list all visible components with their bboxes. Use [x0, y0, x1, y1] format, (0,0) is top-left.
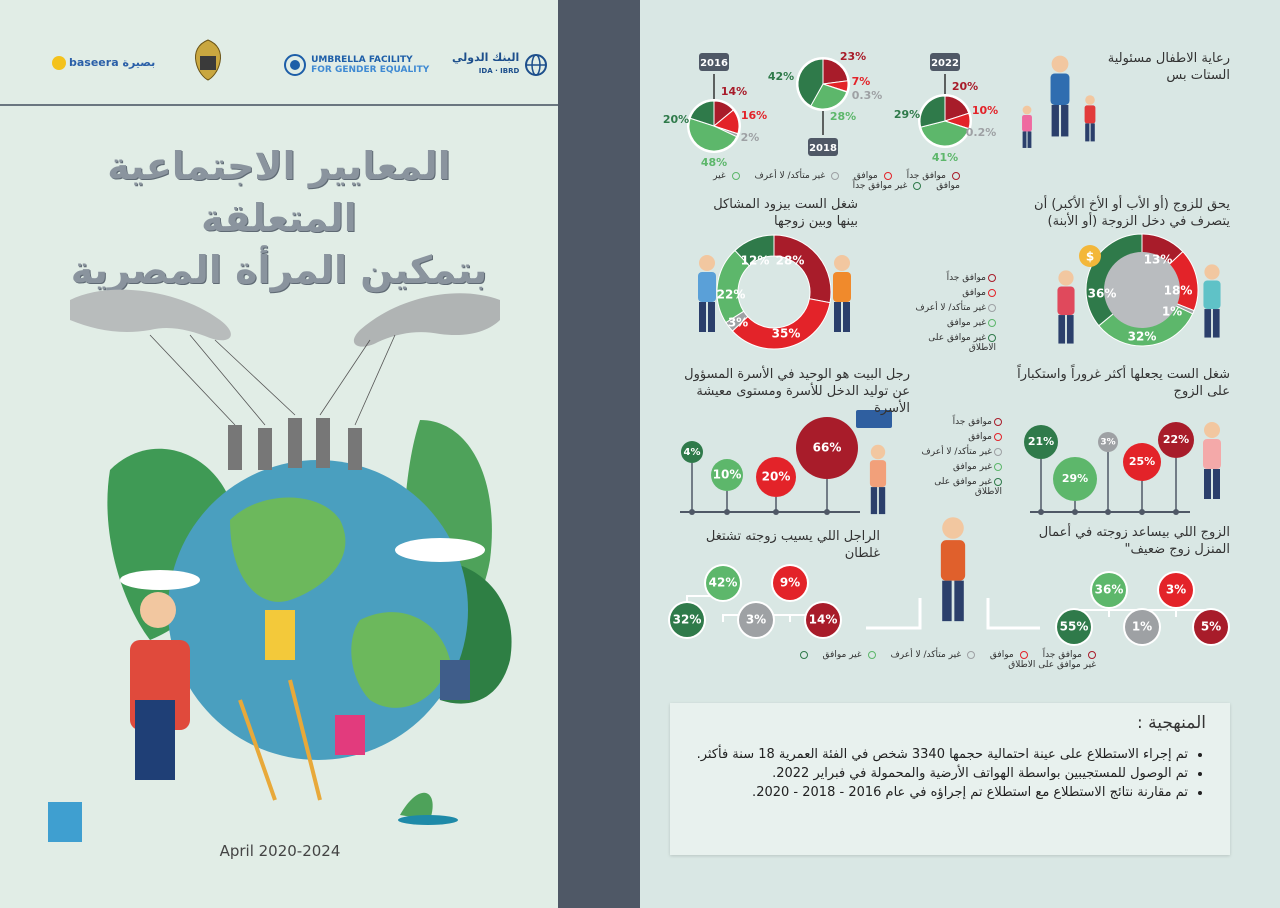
legend-item: موافق — [984, 650, 1028, 660]
person-body — [941, 540, 965, 581]
legend-item: غير موافق — [900, 318, 996, 328]
person-head — [871, 445, 885, 459]
value-label: 36% — [1094, 582, 1124, 597]
value-label: 16% — [740, 109, 768, 122]
methodology-item: • تم إجراء الاستطلاع على عينة احتمالية حجمها 3340 شخص في الفئة العمرية 18 سنة فأكثر. — [678, 745, 1188, 764]
person-leg — [1091, 123, 1095, 141]
value-label: 28% — [829, 110, 857, 123]
legend-item: غير متأكد/ لا أعرف — [748, 171, 839, 181]
person-body — [698, 272, 716, 302]
value-label: 7% — [851, 75, 871, 88]
value-label: 22% — [1162, 433, 1190, 446]
cover-title-line1: المعايير الاجتماعية المتعلقة — [107, 144, 451, 240]
value-label: 14% — [808, 612, 838, 627]
legend-middle — [900, 273, 996, 358]
value-label: 66% — [812, 440, 842, 455]
value-label: 22% — [716, 287, 746, 302]
umbrella-line2: FOR GENDER EQUALITY — [311, 65, 430, 75]
legend-item: غير موافق — [817, 650, 876, 660]
bar-base — [1038, 509, 1044, 515]
value-label: 18% — [1163, 283, 1193, 298]
value-label: 36% — [1087, 286, 1117, 301]
legend-item: غير متأكد/ لا أعرف — [900, 303, 996, 313]
cover-date: April 2020-2024 — [219, 842, 341, 860]
legend-item: موافق جداً — [900, 273, 996, 283]
legend-item: غير موافق — [713, 171, 960, 191]
person-head — [1058, 270, 1073, 285]
bar-base — [824, 509, 830, 515]
value-label: 3% — [745, 612, 767, 627]
legend-item: موافق جداً — [1037, 650, 1096, 660]
person-body — [870, 460, 886, 487]
cover-title-line2: بتمكين المرأة المصرية — [70, 248, 488, 292]
bar-base — [1105, 509, 1111, 515]
title-man-wrong: الراجل اللي يسيب زوجته تشتغل غلطان — [705, 529, 880, 561]
legend-item: موافق — [900, 288, 996, 298]
year-label: 2016 — [700, 58, 728, 69]
center-man-figure-icon — [941, 517, 965, 621]
value-label: 9% — [779, 575, 801, 590]
man-with-money-figure-icon — [870, 445, 886, 514]
person-leg — [1085, 123, 1089, 141]
person-leg — [843, 302, 850, 332]
person-leg — [1204, 469, 1211, 499]
person-head — [942, 517, 964, 539]
person-body — [1203, 439, 1221, 469]
value-label: 42% — [708, 575, 738, 590]
person-leg — [1213, 469, 1220, 499]
legend-item: موافق جداً — [901, 171, 960, 181]
mother-figure-icon — [1051, 56, 1070, 137]
person-leg — [879, 487, 885, 514]
value-label: 41% — [931, 151, 959, 164]
dollar-sign-icon: $ — [1085, 249, 1095, 264]
legend-lower — [906, 417, 1002, 502]
person-leg — [1023, 131, 1027, 148]
person-leg — [1052, 105, 1059, 137]
person-leg — [1067, 315, 1074, 344]
value-label: 12% — [740, 253, 770, 268]
value-label: 32% — [1127, 329, 1157, 344]
person-leg — [1028, 131, 1032, 148]
person-leg — [942, 581, 951, 622]
wife-figure-icon — [1203, 264, 1220, 337]
person-head — [1052, 56, 1069, 73]
person-body — [1085, 105, 1096, 123]
legend-item: غير متأكد/ لا أعرف — [906, 447, 1002, 457]
bar-base — [1072, 509, 1078, 515]
man-figure-icon — [698, 255, 716, 332]
childcare-pie-2022-slice — [920, 96, 945, 127]
legend-item: موافق جداً — [906, 417, 1002, 427]
worldbank-ar: البنك الدولي — [452, 51, 520, 64]
baseera-logo-text: baseera بصيرة — [69, 56, 156, 69]
worldbank-en: IDA · IBRD — [478, 67, 520, 75]
person-leg — [871, 487, 877, 514]
person-leg — [954, 581, 963, 622]
bar-base — [1173, 509, 1179, 515]
value-label: 20% — [761, 469, 791, 484]
legend-item: موافق — [848, 171, 892, 181]
person-body — [1022, 115, 1032, 132]
value-label: 35% — [771, 326, 801, 341]
bar-base — [1139, 509, 1145, 515]
value-label: 3% — [727, 315, 749, 330]
person-leg — [1204, 309, 1211, 338]
umbrella-line1: UMBRELLA FACILITY — [311, 55, 413, 65]
value-label: 25% — [1128, 455, 1156, 468]
legend-item: غير موافق جداً — [847, 181, 922, 191]
person-leg — [699, 302, 706, 332]
value-label: 3% — [1100, 437, 1116, 448]
value-label: 10% — [712, 467, 742, 482]
methodology-item: • تم الوصول للمستجيبين بواسطة الهواتف الأرضية والمحمولة في فبراير 2022. — [678, 764, 1188, 783]
legend-item: غير موافق على الاطلاق — [794, 650, 1096, 670]
person-head — [1085, 95, 1095, 105]
proud-woman-figure-icon — [1203, 422, 1221, 499]
legend-item: غير موافق على الاطلاق — [934, 477, 1002, 497]
person-leg — [834, 302, 841, 332]
person-body — [1051, 73, 1070, 105]
value-label: 23% — [839, 50, 867, 63]
value-label: 21% — [1027, 435, 1055, 448]
methodology-heading: المنهجية : — [1136, 713, 1206, 733]
value-label: 29% — [893, 108, 921, 121]
person-head — [1204, 264, 1219, 279]
legend-item: غير متأكد/ لا أعرف — [884, 650, 975, 660]
person-head — [834, 255, 850, 271]
value-label: 20% — [662, 113, 690, 126]
value-label: 5% — [1200, 619, 1222, 634]
person-leg — [1061, 105, 1068, 137]
legend-bottom — [786, 650, 1096, 670]
person-head — [1023, 106, 1032, 115]
value-label: 1% — [1131, 619, 1153, 634]
value-label: 2% — [740, 131, 760, 144]
year-label: 2018 — [809, 143, 837, 154]
value-label: 42% — [767, 70, 795, 83]
bar-base — [689, 509, 695, 515]
person-leg — [1213, 309, 1220, 338]
bar-base — [773, 509, 779, 515]
person-head — [699, 255, 715, 271]
person-body — [1057, 287, 1074, 316]
value-label: 0.3% — [851, 89, 883, 102]
work-problems-donut-slice — [774, 235, 831, 303]
value-label: 13% — [1143, 252, 1173, 267]
title-work-problems: شغل الست بيزود المشاكل بينها وبين زوجها — [713, 197, 858, 229]
girl-figure-icon — [1022, 106, 1032, 148]
legend-item: غير موافق — [906, 462, 1002, 472]
title-arrogant: شغل الست يجعلها أكثر غروراً واستكباراً على الزوج — [1017, 367, 1230, 399]
title-husband-right: يحق للزوج (أو الأب أو الأخ الأكبر) أن يتصرف في دخل الزوجة (أو الأبنة) — [1034, 197, 1230, 229]
value-label: 0.2% — [965, 126, 997, 139]
methodology-box — [670, 703, 1230, 855]
person-body — [1203, 281, 1220, 310]
person-body — [833, 272, 851, 302]
husband-figure-icon — [1057, 270, 1074, 343]
value-label: 1% — [1161, 304, 1183, 319]
connector-line — [866, 598, 920, 628]
title-childcare: رعاية الاطفال مسئولية الستات بس — [1107, 51, 1230, 83]
person-leg — [708, 302, 715, 332]
methodology-list — [678, 745, 1206, 802]
legend-item: موافق — [906, 432, 1002, 442]
year-label: 2022 — [931, 58, 959, 69]
title-breadwinner: رجل البيت هو الوحيد في الأسرة المسؤول عن توليد الدخل للأسرة ومستوى معيشة الأسرة — [684, 367, 910, 416]
title-weak-husband: الزوج اللي بيساعد زوجته في أعمال المنزل زوج ضعيف" — [1038, 525, 1230, 557]
methodology-item: • تم مقارنة نتائج الاستطلاع مع استطلاع تم إجراؤه في عام 2016 - 2018 - 2020. — [678, 783, 1188, 802]
person-head — [1204, 422, 1220, 438]
legend-item: غير موافق على الاطلاق — [928, 333, 996, 353]
value-label: 32% — [672, 612, 702, 627]
value-label: 4% — [683, 447, 701, 458]
value-label: 48% — [700, 156, 728, 169]
boy-figure-icon — [1085, 95, 1096, 141]
value-label: 14% — [720, 85, 748, 98]
value-label: 29% — [1061, 472, 1089, 485]
value-label: 20% — [951, 80, 979, 93]
person-leg — [1058, 315, 1065, 344]
bar-base — [724, 509, 730, 515]
value-label: 28% — [775, 253, 805, 268]
woman-figure-icon — [833, 255, 851, 332]
value-label: 10% — [971, 104, 999, 117]
value-label: 3% — [1165, 582, 1187, 597]
value-label: 55% — [1059, 619, 1089, 634]
legend-top — [690, 171, 960, 191]
connector-line — [988, 598, 1040, 628]
